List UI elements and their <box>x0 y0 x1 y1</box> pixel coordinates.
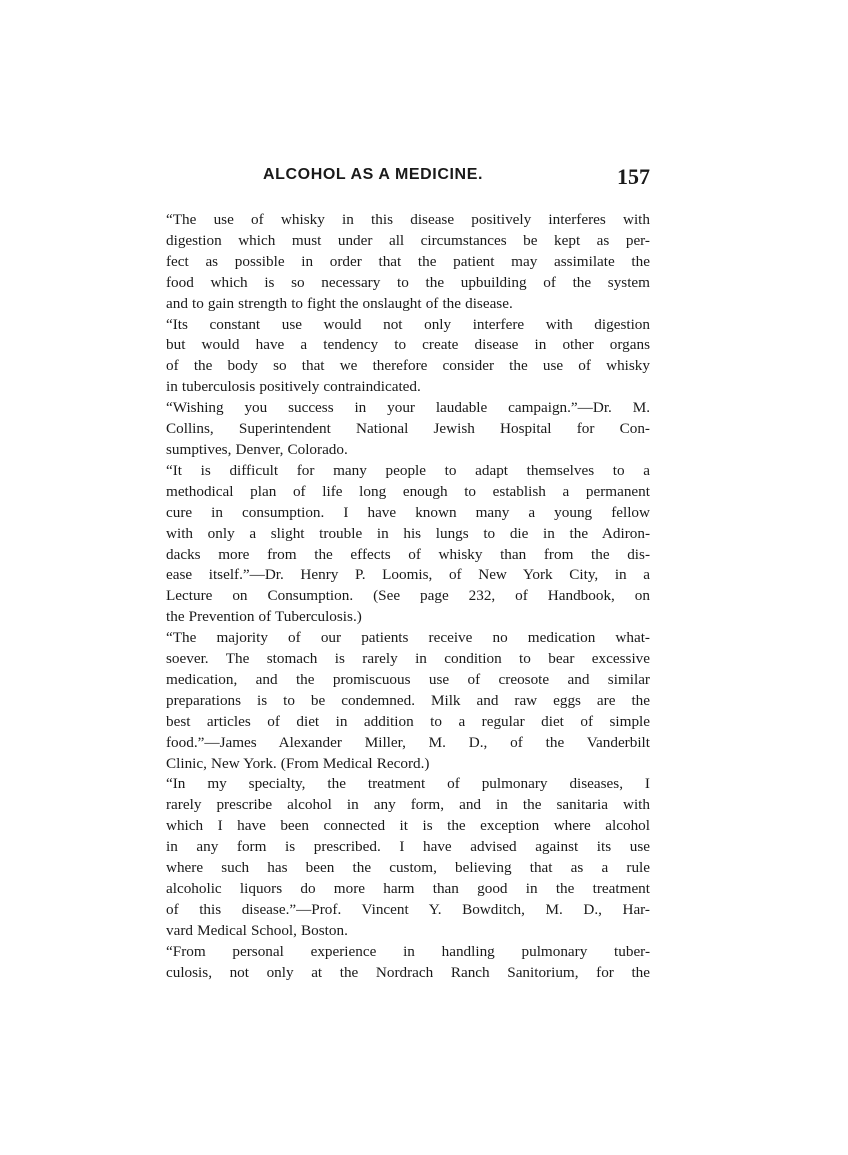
text-line: which I have been connected it is the exception where alcohol <box>166 817 650 835</box>
text-line: “The majority of our patients receive no medication what- <box>166 629 650 647</box>
paragraph-6 <box>166 774 650 941</box>
text-line: culosis, not only at the Nordrach Ranch Sanitorium, for the <box>166 963 650 981</box>
text-line: “It is difficult for many people to adapt themselves to a <box>166 461 650 479</box>
body-text <box>166 210 650 984</box>
text-line: ease itself.”—Dr. Henry P. Loomis, of New York City, in a <box>166 566 650 584</box>
text-line: “From personal experience in handling pulmonary tuber- <box>166 942 650 960</box>
paragraph-1 <box>166 210 650 315</box>
text-line: dacks more from the effects of whisky than from the dis- <box>166 545 650 563</box>
paragraph-5 <box>166 628 650 774</box>
running-title: ALCOHOL AS A MEDICINE. <box>263 166 484 183</box>
text-line: methodical plan of life long enough to establish a permanent <box>166 482 650 500</box>
paragraph-2 <box>166 315 650 399</box>
text-line: of the body so that we therefore consider the use of whisky <box>166 357 650 375</box>
text-line: “The use of whisky in this disease positively interferes with <box>166 211 650 228</box>
text-line: and to gain strength to fight the onslaught of the disease. <box>166 294 513 312</box>
text-line: fect as possible in order that the patient may assimilate the <box>166 252 650 270</box>
text-line: alcoholic liquors do more harm than good in the treatment <box>166 880 650 897</box>
paragraph-7 <box>166 942 650 984</box>
text-line: but would have a tendency to create disease in other organs <box>166 336 650 354</box>
text-line: the Prevention of Tuberculosis.) <box>166 608 362 626</box>
book-page <box>166 162 650 984</box>
text-line: preparations is to be condemned. Milk and raw eggs are the <box>166 691 650 709</box>
text-line: rarely prescribe alcohol in any form, and in the sanitaria with <box>166 796 650 814</box>
text-line: where such has been the custom, believing that as a rule <box>166 859 650 877</box>
text-line: of this disease.”—Prof. Vincent Y. Bowditch, M. D., Har- <box>166 900 650 918</box>
text-line: in tuberculosis positively contraindicated. <box>166 378 421 396</box>
text-line: food.”—James Alexander Miller, M. D., of the Vanderbilt <box>166 733 650 751</box>
text-line: Lecture on Consumption. (See page 232, of Handbook, on <box>166 587 650 605</box>
text-line: cure in consumption. I have known many a young fellow <box>166 503 650 521</box>
paragraph-3 <box>166 398 650 461</box>
text-line: in any form is prescribed. I have advised against its use <box>166 838 650 856</box>
text-line: sumptives, Denver, Colorado. <box>166 440 348 458</box>
text-line: soever. The stomach is rarely in condition to bear excessive <box>166 650 650 668</box>
text-line: “Its constant use would not only interfere with digestion <box>166 315 650 333</box>
running-head <box>166 162 650 192</box>
text-line: with only a slight trouble in his lungs to die in the Adiron- <box>166 524 650 542</box>
text-line: best articles of diet in addition to a regular diet of simple <box>166 712 650 730</box>
text-line: digestion which must under all circumstances be kept as per- <box>166 231 650 249</box>
text-line: food which is so necessary to the upbuilding of the system <box>166 273 650 291</box>
text-line: medication, and the promiscuous use of creosote and similar <box>166 670 650 688</box>
page-number: 157 <box>617 164 650 189</box>
text-line: “In my specialty, the treatment of pulmonary diseases, I <box>166 775 650 793</box>
text-line: vard Medical School, Boston. <box>166 921 348 939</box>
text-line: Clinic, New York. (From Medical Record.) <box>166 754 430 772</box>
text-line: “Wishing you success in your laudable campaign.”—Dr. M. <box>166 399 650 417</box>
text-line: Collins, Superintendent National Jewish Hospital for Con- <box>166 420 650 438</box>
paragraph-4 <box>166 461 650 628</box>
